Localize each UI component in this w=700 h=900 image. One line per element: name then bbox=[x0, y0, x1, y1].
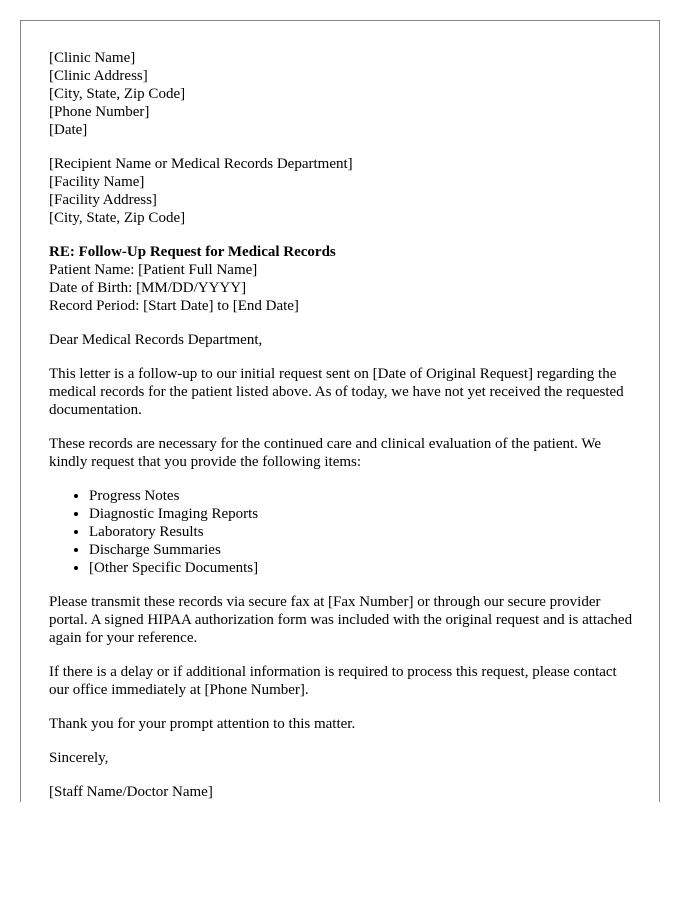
signature: [Staff Name/Doctor Name] bbox=[49, 784, 213, 800]
closing: Sincerely, bbox=[49, 750, 109, 766]
list-item: • Laboratory Results bbox=[89, 523, 639, 541]
sender-block bbox=[49, 49, 639, 139]
facility-name: [Facility Name] bbox=[49, 174, 145, 190]
requested-items-list bbox=[49, 487, 639, 577]
letter-page bbox=[20, 20, 660, 802]
clinic-name: [Clinic Name] bbox=[49, 50, 136, 66]
salutation: Dear Medical Records Department, bbox=[49, 332, 263, 348]
list-item: • Discharge Summaries bbox=[89, 541, 639, 559]
re-title: RE: Follow-Up Request for Medical Records bbox=[49, 244, 336, 260]
recipient-name: [Recipient Name or Medical Records Department] bbox=[49, 156, 353, 172]
list-item: • Diagnostic Imaging Reports bbox=[89, 505, 639, 523]
facility-address: [Facility Address] bbox=[49, 192, 157, 208]
patient-name: Patient Name: [Patient Full Name] bbox=[49, 262, 258, 278]
thanks-paragraph: Thank you for your prompt attention to this matter. bbox=[49, 716, 356, 732]
intro-paragraph: This letter is a follow-up to our initial request sent on [Date of Original Request] regarding the medical records for the patient listed above. As of today, we have not yet received the requested documentation. bbox=[49, 366, 624, 418]
letter-date: [Date] bbox=[49, 122, 88, 138]
delay-paragraph: If there is a delay or if additional information is required to process this request, please contact our office immediately at [Phone Number]. bbox=[49, 664, 617, 698]
patient-dob: Date of Birth: [MM/DD/YYYY] bbox=[49, 280, 247, 296]
transmit-paragraph: Please transmit these records via secure fax at [Fax Number] or through our secure provider portal. A signed HIPAA authorization form was included with the original request and is attached again for your reference. bbox=[49, 594, 633, 646]
record-period: Record Period: [Start Date] to [End Date] bbox=[49, 298, 299, 314]
clinic-address: [Clinic Address] bbox=[49, 68, 148, 84]
letter-content bbox=[49, 49, 639, 802]
facility-city-state-zip: [City, State, Zip Code] bbox=[49, 210, 186, 226]
clinic-city-state-zip: [City, State, Zip Code] bbox=[49, 86, 186, 102]
recipient-block bbox=[49, 155, 639, 227]
necessity-paragraph: These records are necessary for the continued care and clinical evaluation of the patient. We kindly request that you provide the following items: bbox=[49, 436, 602, 470]
re-block bbox=[49, 243, 639, 315]
list-item: • [Other Specific Documents] bbox=[89, 559, 639, 577]
clinic-phone: [Phone Number] bbox=[49, 104, 150, 120]
list-item: • Progress Notes bbox=[89, 487, 639, 505]
